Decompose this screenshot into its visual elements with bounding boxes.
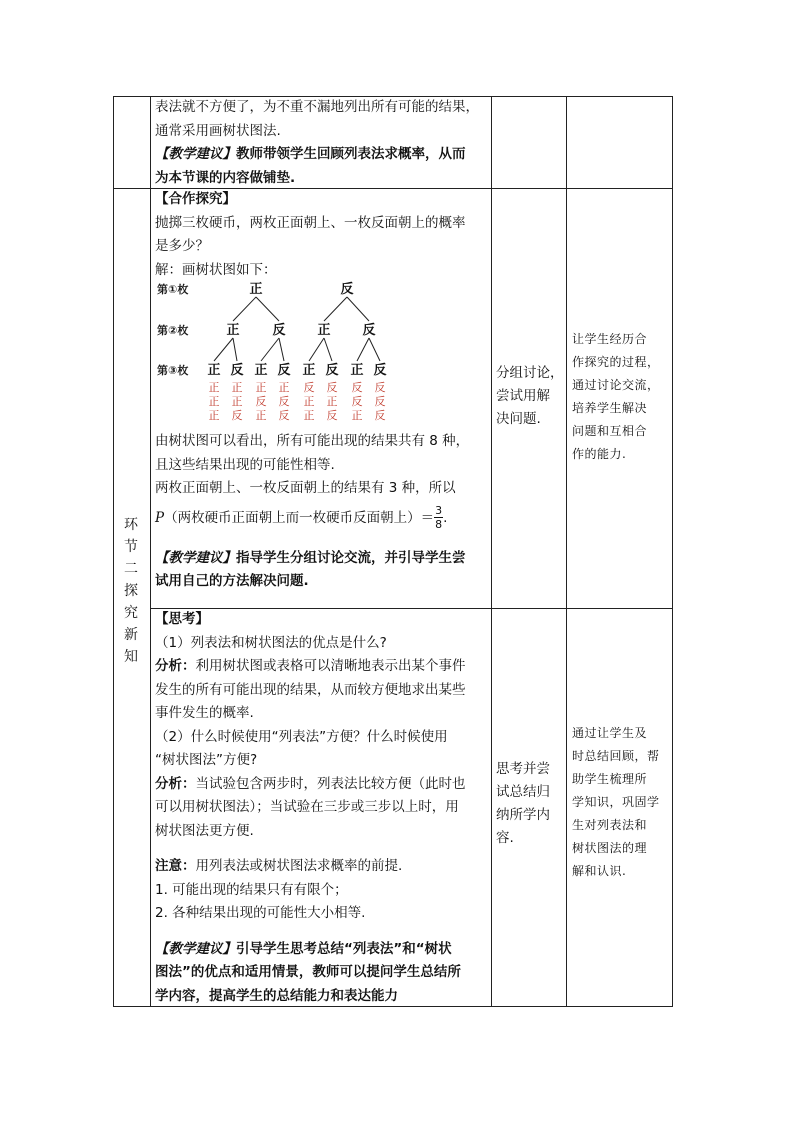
tree-node: 正	[207, 363, 221, 378]
lesson-table	[113, 96, 673, 1007]
tree-node: 反	[230, 363, 244, 378]
outcome-cell: 反	[351, 381, 363, 394]
text-line: 表法就不方便了，为不重不漏地列出所有可能的结果，	[155, 99, 479, 115]
analysis-2: 分析：当试验包含两步时，列表法比较方便（此时也	[155, 775, 466, 792]
outcome-cell: 反	[374, 395, 386, 408]
text-line: 思考并尝	[496, 761, 550, 777]
tree-branch	[279, 338, 284, 361]
outcome-cell: 正	[303, 395, 315, 408]
tree-branch	[357, 338, 369, 361]
teaching-advice: 【教学建议】教师带领学生回顾列表法求概率，从而	[155, 146, 466, 162]
row2-content-lower	[155, 430, 489, 594]
tree-node: 反	[373, 363, 387, 378]
condition-1: 1. 可能出现的结果只有有限个；	[155, 881, 348, 898]
text-line: 通常采用画树状图法.	[155, 122, 281, 139]
tree-node: 正	[317, 323, 331, 338]
section-char: 究	[124, 605, 138, 621]
student-activity	[496, 758, 564, 850]
condition-2: 2. 各种结果出现的可能性大小相等.	[155, 905, 366, 921]
section-char: 新	[124, 627, 138, 643]
tree-branch	[233, 338, 237, 361]
design-intent	[572, 328, 670, 466]
row3-content	[155, 608, 489, 1008]
row1-content	[155, 96, 489, 190]
outcome-cell: 正	[208, 395, 220, 408]
text-line: 图法”的优点和适用情景，教师可以提问学生总结所	[155, 964, 461, 980]
text-line: 由树状图可以看出，所有可能出现的结果共有 8 种，	[155, 433, 470, 449]
outcome-cell: 正	[208, 409, 220, 422]
section-char: 节	[124, 539, 138, 555]
outcome-cell: 正	[208, 381, 220, 394]
tree-node: 反	[325, 363, 339, 378]
section-heading: 【合作探究】	[155, 191, 236, 207]
text-line: “树状图法”方便?	[155, 752, 258, 768]
tree-node: 反	[272, 323, 286, 338]
text-line: 试总结归	[496, 784, 550, 800]
tree-node: 反	[340, 282, 354, 297]
teaching-advice: 【教学建议】引导学生思考总结“列表法”和“树状	[155, 940, 452, 957]
question-1: （1）列表法和树状图法的优点是什么?	[155, 634, 387, 651]
section-char: 二	[124, 561, 138, 577]
text-line: 发生的所有可能出现的结果，从而较方便地求出某些	[155, 681, 466, 698]
table-rule	[566, 96, 567, 1007]
text-line: 让学生经历合	[572, 332, 648, 346]
outcome-cell: 反	[255, 395, 267, 408]
text-line: 助学生梳理所	[572, 772, 648, 786]
fraction-denominator: 8	[435, 518, 443, 531]
table-rule	[150, 96, 151, 1007]
level-label: 第②枚	[157, 324, 189, 337]
fraction-numerator: 3	[435, 504, 443, 517]
formula-p: P	[155, 509, 165, 526]
table-rule	[113, 96, 114, 1007]
text-line: 树状图法的理	[572, 841, 648, 855]
design-intent	[572, 722, 670, 883]
text-line: 时总结回顾，帮	[572, 749, 660, 763]
tree-branch	[324, 338, 332, 361]
analysis-1: 分析：利用树状图或表格可以清晰地表示出某个事件	[155, 658, 466, 674]
text-line: 试用自己的方法解决问题.	[155, 573, 309, 589]
text-line: 培养学生解决	[572, 401, 648, 415]
text-line: 两枚正面朝上、一枚反面朝上的结果有 3 种，所以	[155, 480, 456, 496]
row2-content	[155, 188, 489, 282]
outcome-cell: 正	[255, 381, 267, 394]
outcome-cell: 正	[231, 381, 243, 394]
tree-branch	[256, 297, 279, 321]
tree-node: 正	[249, 282, 263, 297]
tree-node: 反	[362, 323, 376, 338]
text-line: 尝试用解	[496, 388, 550, 404]
tree-node: 反	[277, 363, 291, 378]
outcome-cell: 正	[326, 395, 338, 408]
text-line: 是多少？	[155, 238, 209, 254]
text-line: 可以用树状图法）；当试验在三步或三步以上时，用	[155, 799, 459, 815]
tree-diagram	[157, 281, 407, 426]
text-line: 为本节课的内容做铺垫.	[155, 169, 296, 186]
text-line: 作探究的过程，	[572, 355, 660, 369]
outcome-cell: 正	[231, 395, 243, 408]
text-line: 生对列表法和	[572, 818, 648, 832]
tree-branch	[233, 297, 256, 321]
outcome-cell: 反	[303, 381, 315, 394]
outcome-cell: 反	[278, 409, 290, 422]
text-line: 且这些结果出现的可能性相等.	[155, 456, 335, 473]
fraction	[434, 504, 443, 531]
text-line: 作的能力.	[572, 447, 627, 461]
outcome-cell: 反	[326, 409, 338, 422]
tree-branch	[309, 338, 324, 361]
tree-branch	[347, 297, 369, 321]
text-line: 抛掷三枚硬币，两枚正面朝上、一枚反面朝上的概率	[155, 214, 466, 231]
tree-node: 正	[350, 363, 364, 378]
tree-branch	[214, 338, 233, 361]
text-line: 通过讨论交流，	[572, 378, 660, 392]
text-line: 问题和互相合	[572, 424, 648, 438]
text-line: 解：画树状图如下：	[155, 261, 277, 278]
note: 注意：用列表法或树状图法求概率的前提.	[155, 858, 403, 874]
outcome-cell: 正	[278, 381, 290, 394]
question-2: （2）什么时候使用“列表法”方便？什么时候使用	[155, 728, 448, 745]
outcome-cell: 正	[351, 409, 363, 422]
tree-branch	[369, 338, 380, 361]
tree-branch	[324, 297, 347, 321]
section-label	[121, 514, 141, 668]
outcome-cell: 反	[278, 395, 290, 408]
tree-node: 正	[254, 363, 268, 378]
tree-node: 正	[302, 363, 316, 378]
outcome-cell: 反	[231, 409, 243, 422]
text-line: 事件发生的概率.	[155, 705, 254, 721]
formula-end: .	[443, 509, 448, 526]
text-line: 容.	[496, 830, 514, 846]
section-char: 知	[124, 649, 138, 665]
tree-branch	[261, 338, 279, 361]
text-line: 树状图法更方便.	[155, 822, 254, 839]
tree-node: 正	[226, 323, 240, 338]
outcome-cell: 反	[326, 381, 338, 394]
table-rule	[672, 96, 673, 1007]
text-line: 学内容，提高学生的总结能力和表达能力	[155, 987, 398, 1004]
outcome-cell: 正	[303, 409, 315, 422]
student-activity	[496, 362, 564, 431]
text-line: 通过让学生及	[572, 726, 648, 740]
text-line: 决问题.	[496, 411, 541, 427]
outcome-cell: 反	[374, 381, 386, 394]
section-char: 环	[124, 517, 138, 533]
section-heading: 【思考】	[155, 611, 209, 627]
outcome-cell: 反	[351, 395, 363, 408]
outcome-cell: 反	[374, 409, 386, 422]
level-label: 第①枚	[157, 283, 189, 296]
text-line: 学知识，巩固学	[572, 795, 660, 809]
table-rule	[491, 96, 492, 1007]
probability-formula	[155, 501, 489, 535]
level-label: 第③枚	[157, 364, 189, 377]
teaching-advice: 【教学建议】指导学生分组讨论交流，并引导学生尝	[155, 549, 466, 566]
text-line: 纳所学内	[496, 807, 550, 823]
section-char: 探	[124, 583, 138, 599]
formula-event: （两枚硬币正面朝上而一枚硬币反面朝上）＝	[164, 509, 435, 526]
outcome-cell: 正	[255, 409, 267, 422]
text-line: 分组讨论，	[496, 365, 564, 381]
text-line: 解和认识.	[572, 864, 627, 878]
